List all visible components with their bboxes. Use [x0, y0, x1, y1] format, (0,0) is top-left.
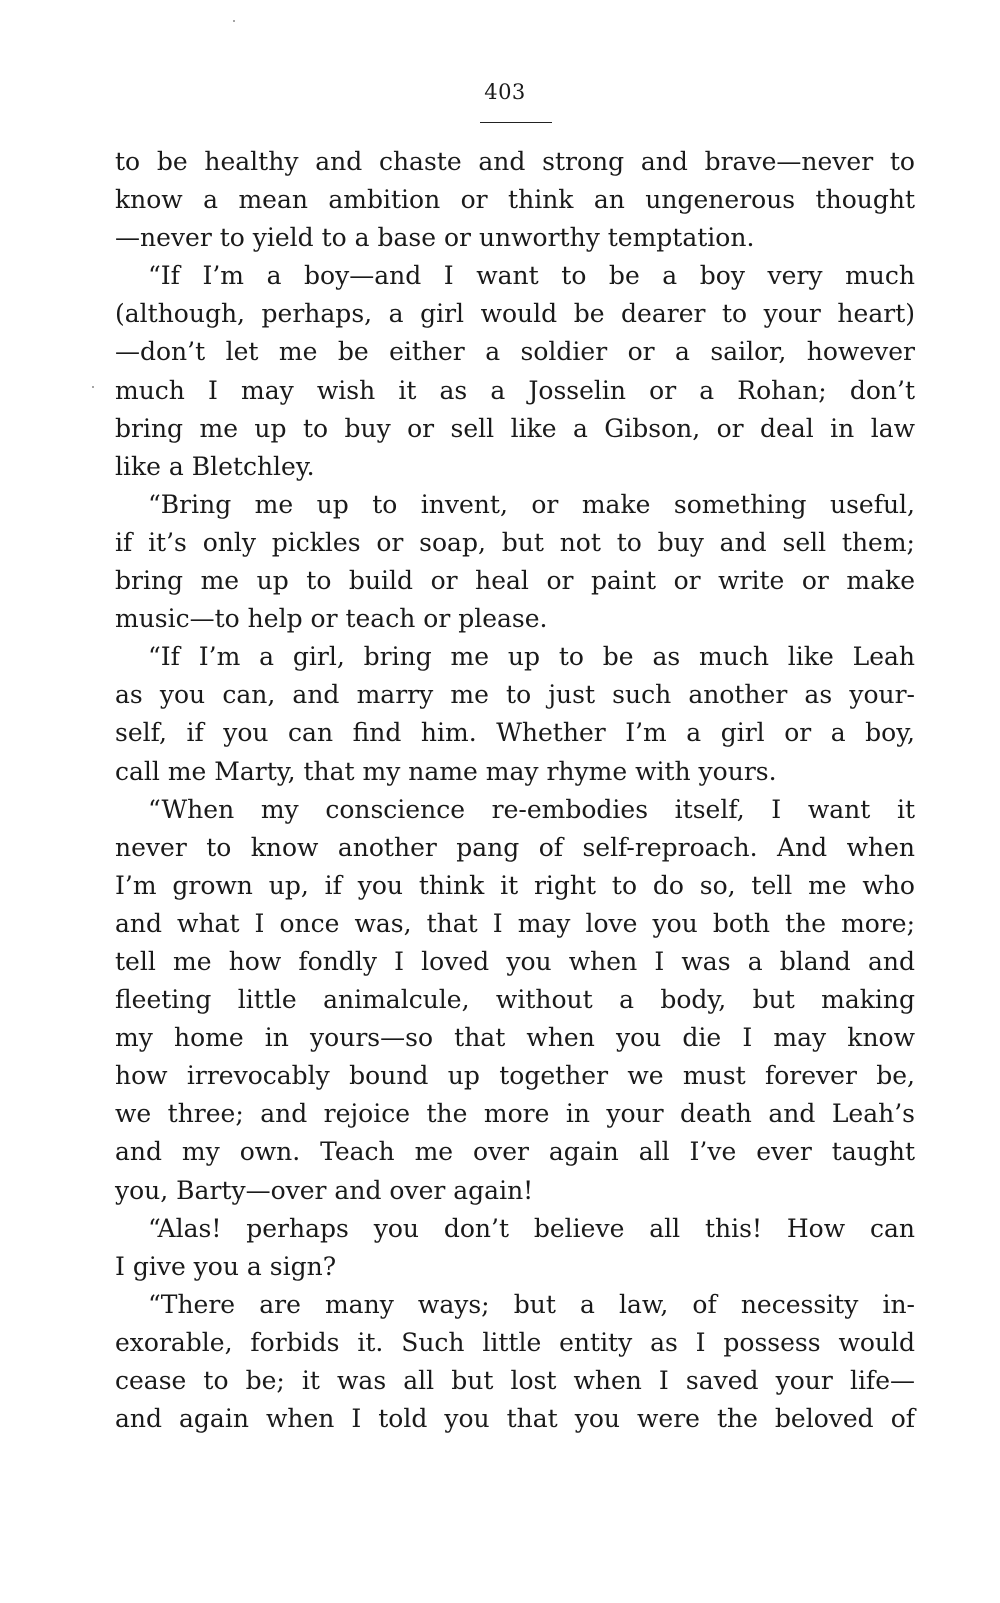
text-line: I give you a sign? [115, 1251, 337, 1281]
text-line: know a mean ambition or think an ungenerous thought [115, 185, 915, 215]
paper-speck [92, 386, 94, 388]
paragraph [115, 791, 915, 1210]
text-line: bring me up to buy or sell like a Gibson, or deal in law [115, 413, 915, 443]
text-line: how irrevocably bound up together we must forever be, [115, 1061, 915, 1091]
text-line: “Alas! perhaps you don’t believe all this! How can [148, 1213, 915, 1243]
text-line: music—to help or teach or please. [115, 604, 548, 634]
text-line: to be healthy and chaste and strong and brave—never to [115, 147, 915, 176]
paragraph [115, 1210, 915, 1286]
body-text [115, 143, 915, 1438]
paragraph [115, 486, 915, 638]
text-line: “There are many ways; but a law, of necessity in- [148, 1289, 915, 1319]
text-line: my home in yours—so that when you die I may know [115, 1023, 915, 1053]
paper-speck [233, 20, 235, 22]
text-line: cease to be; it was all but lost when I saved your life— [115, 1366, 915, 1395]
paragraph [115, 1286, 915, 1438]
text-line: exorable, forbids it. Such little entity as I possess would [115, 1327, 915, 1357]
text-line: fleeting little animalcule, without a body, but making [115, 985, 915, 1015]
text-line: like a Bletchley. [115, 451, 315, 481]
text-line: “When my conscience re-embodies itself, I want it [148, 794, 915, 824]
text-line: and what I once was, that I may love you both the more; [115, 908, 915, 938]
text-line: you, Barty—over and over again! [115, 1175, 534, 1205]
text-line: if it’s only pickles or soap, but not to buy and sell them; [115, 527, 915, 557]
text-line: I’m grown up, if you think it right to do so, tell me who [115, 870, 915, 900]
text-line: —don’t let me be either a soldier or a sailor, however [115, 337, 915, 367]
text-line: self, if you can find him. Whether I’m a girl or a boy, [115, 718, 915, 748]
text-line: “If I’m a girl, bring me up to be as much like Leah [148, 642, 915, 672]
page-number: 403 [484, 80, 526, 104]
text-line: bring me up to build or heal or paint or write or make [115, 566, 915, 596]
paragraph [115, 143, 915, 257]
text-line: “Bring me up to invent, or make something useful, [148, 489, 915, 519]
paragraph [115, 257, 915, 486]
paragraph [115, 638, 915, 790]
text-line: we three; and rejoice the more in your death and Leah’s [115, 1099, 915, 1129]
page-number-rule [480, 122, 552, 123]
text-line: and my own. Teach me over again all I’ve ever taught [115, 1137, 915, 1167]
text-line: and again when I told you that you were the beloved of [115, 1404, 915, 1434]
text-line: never to know another pang of self-reproach. And when [115, 832, 915, 862]
text-line: —never to yield to a base or unworthy temptation. [115, 223, 755, 253]
text-line: much I may wish it as a Josselin or a Rohan; don’t [115, 375, 915, 405]
text-line: tell me how fondly I loved you when I was a bland and [115, 946, 915, 976]
text-line: (although, perhaps, a girl would be dearer to your heart) [115, 299, 915, 329]
text-line: call me Marty, that my name may rhyme with yours. [115, 756, 777, 786]
text-line: “If I’m a boy—and I want to be a boy very much [148, 261, 915, 291]
text-line: as you can, and marry me to just such another as your- [115, 680, 915, 710]
